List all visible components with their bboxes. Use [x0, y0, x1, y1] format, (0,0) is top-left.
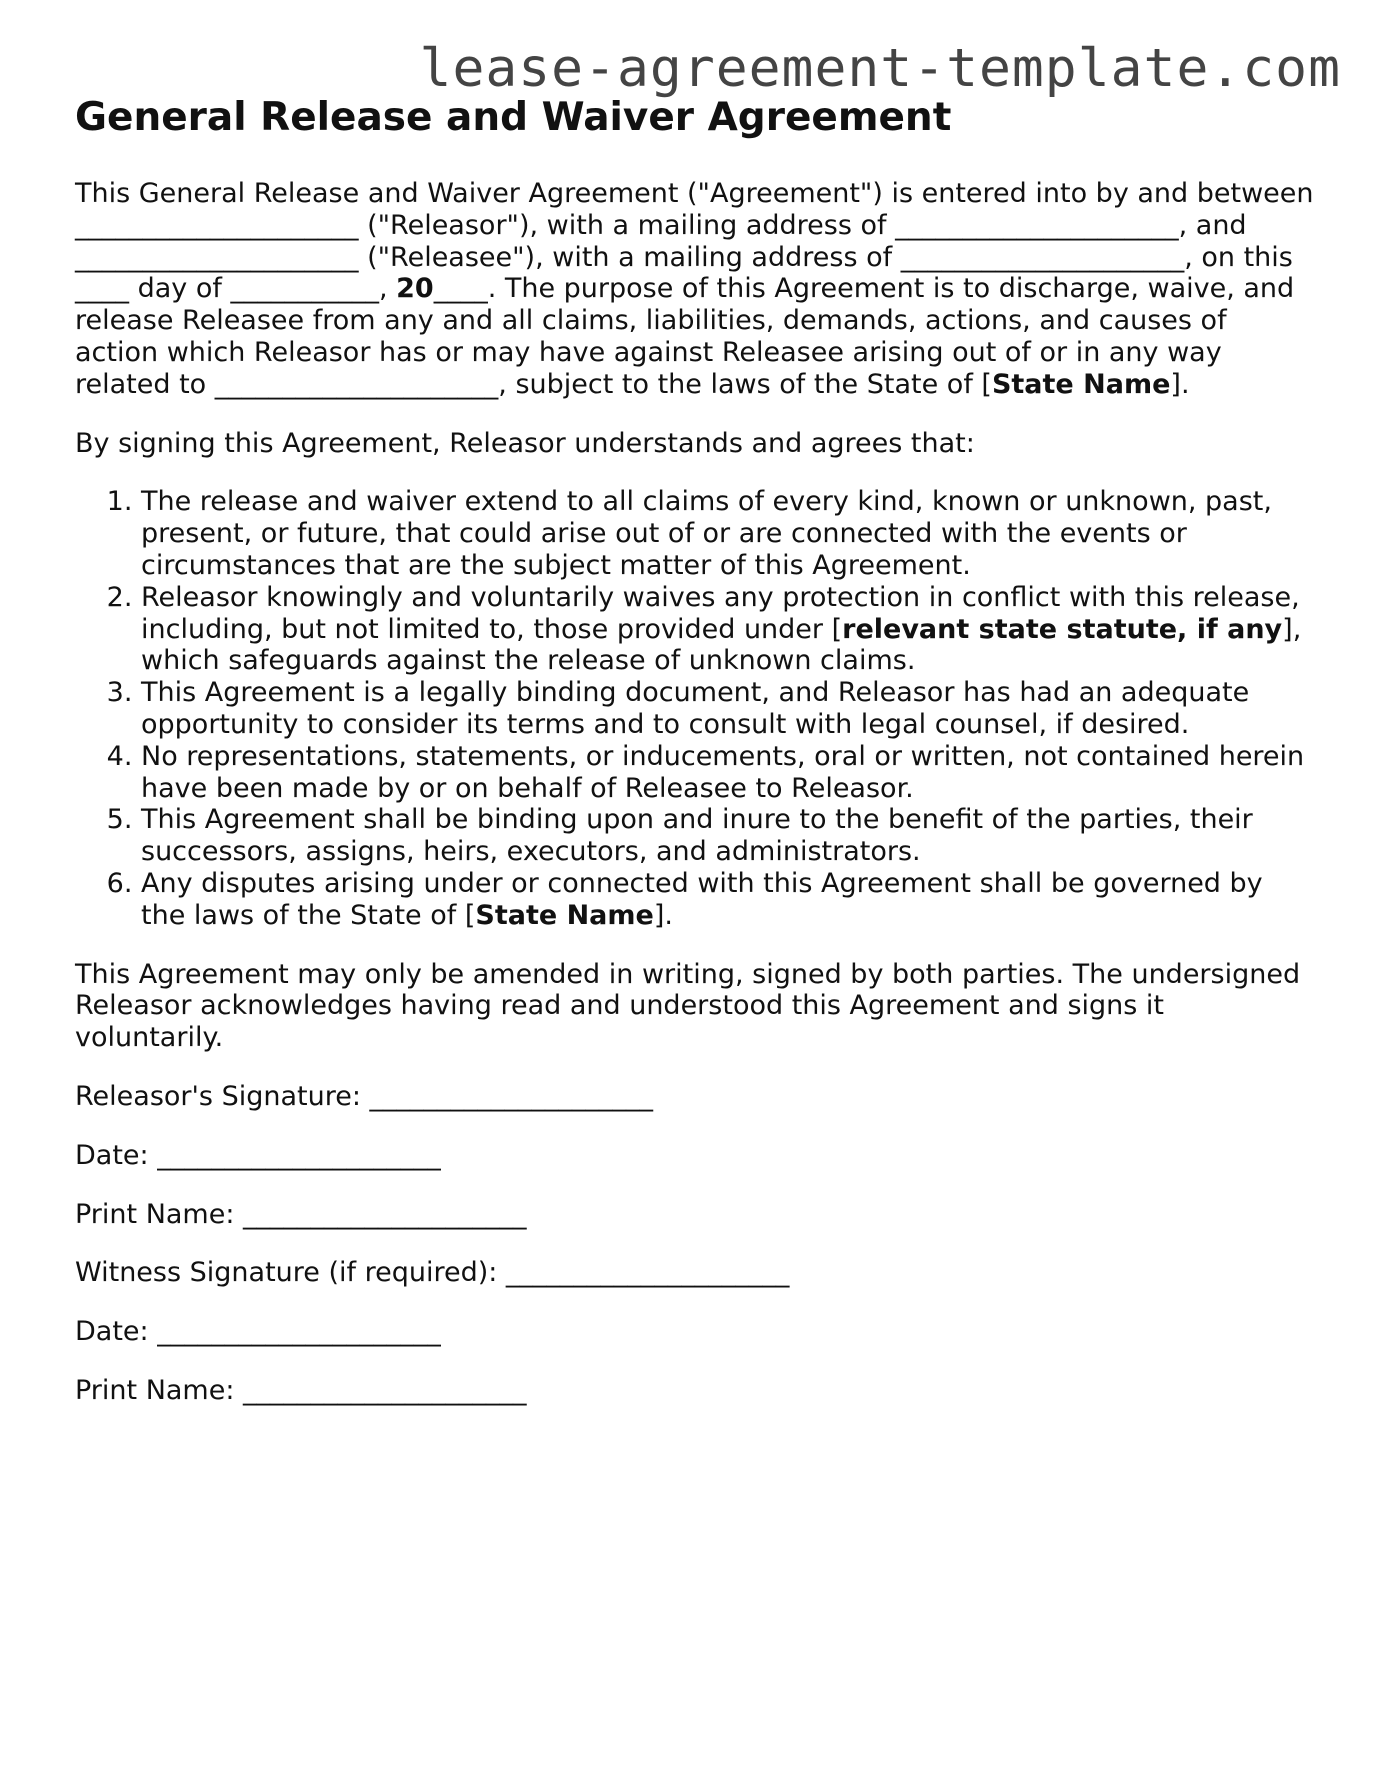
year-blank: ____ [433, 273, 488, 305]
subject-blank: _____________________ [214, 368, 499, 400]
releasee-name-blank: _____________________ [75, 241, 359, 273]
clause-2 [141, 582, 1315, 677]
clauses-list [75, 486, 1315, 931]
releasee-address-blank: _____________________ [900, 241, 1185, 273]
agreement-lead: By signing this Agreement, Releasor understands and agrees that: [75, 427, 975, 459]
clause-5: 5. This Agreement shall be binding upon and inure to the benefit of the parties, their successors, assigns, heirs, executors, and administrators. [141, 804, 1315, 868]
intro-text-7: , [378, 273, 397, 305]
statute-placeholder: relevant state statute, if any [842, 613, 1283, 645]
intro-text-5: , on this [1184, 241, 1293, 273]
intro-text-8: . The purpose of this Agreement is to discharge, waive, and release Releasee from any and all claims, liabilities, demands, actions, and causes of action which Releasor has or may have against Releasee arising out of or in any way related to [75, 273, 1295, 400]
watermark: lease-agreement-template.com [419, 38, 1341, 99]
clause-6-text-a: Any disputes arising under or connected with this Agreement shall be governed by the laws of the State of [ [141, 867, 1263, 931]
intro-paragraph [75, 178, 1315, 401]
clause-1: 1. The release and waiver extend to all claims of every kind, known or unknown, past, present, or future, that could arise out of or are connected with the events or circumstances that are the subject matter of this Agreement. [141, 486, 1315, 581]
intro-text-1: This General Release and Waiver Agreement ("Agreement") is entered into by and between [75, 178, 1314, 209]
clause-6-state-placeholder: State Name [475, 899, 654, 931]
clause-3: 3. This Agreement is a legally binding document, and Releasor has had an adequate opportunity to consider its terms and to consult with legal counsel, if desired. [141, 677, 1315, 741]
intro-text-6: day of [129, 273, 231, 305]
releasor-print-name-line: Print Name: _____________________ [75, 1198, 527, 1230]
document-title: General Release and Waiver Agreement [75, 95, 952, 140]
day-blank: ____ [75, 273, 129, 305]
releasor-signature-line: Releasor's Signature: _____________________ [75, 1080, 654, 1112]
clause-2-text-b: ], which safeguards against the release of unknown claims. [141, 613, 1302, 677]
clause-6-text-b: ]. [653, 899, 673, 931]
witness-date-line: Date: _____________________ [75, 1316, 441, 1348]
witness-signature-line: Witness Signature (if required): _____________________ [75, 1257, 790, 1289]
intro-text-4: ("Releasee"), with a mailing address of [358, 241, 901, 273]
releasor-address-blank: _____________________ [895, 209, 1179, 241]
clause-4: 4. No representations, statements, or inducements, oral or written, not contained herein have been made by or on behalf of Releasee to Releasor. [141, 741, 1315, 805]
releasor-name-blank: _____________________ [75, 209, 359, 241]
closing-paragraph: This Agreement may only be amended in writing, signed by both parties. The undersigned Releasor acknowledges having read and understood this Agreement and signs it voluntarily. [75, 958, 1301, 1054]
witness-print-name-line: Print Name: _____________________ [75, 1374, 527, 1406]
intro-text-10: ]. [1170, 368, 1190, 400]
year-prefix: 20 [396, 273, 434, 305]
clause-2-text-a: Releasor knowingly and voluntarily waives any protection in conflict with this release, including, but not limited to, those provided under [ [141, 581, 1300, 645]
clause-6 [141, 868, 1315, 932]
state-name-placeholder: State Name [991, 368, 1171, 400]
intro-text-2: ("Releasor"), with a mailing address of [358, 209, 896, 241]
document-content [75, 96, 1315, 1434]
intro-text-9: , subject to the laws of the State of [ [498, 368, 992, 400]
month-blank: ___________ [230, 273, 379, 305]
intro-text-3: , and [1178, 209, 1247, 241]
releasor-date-line: Date: _____________________ [75, 1139, 441, 1171]
